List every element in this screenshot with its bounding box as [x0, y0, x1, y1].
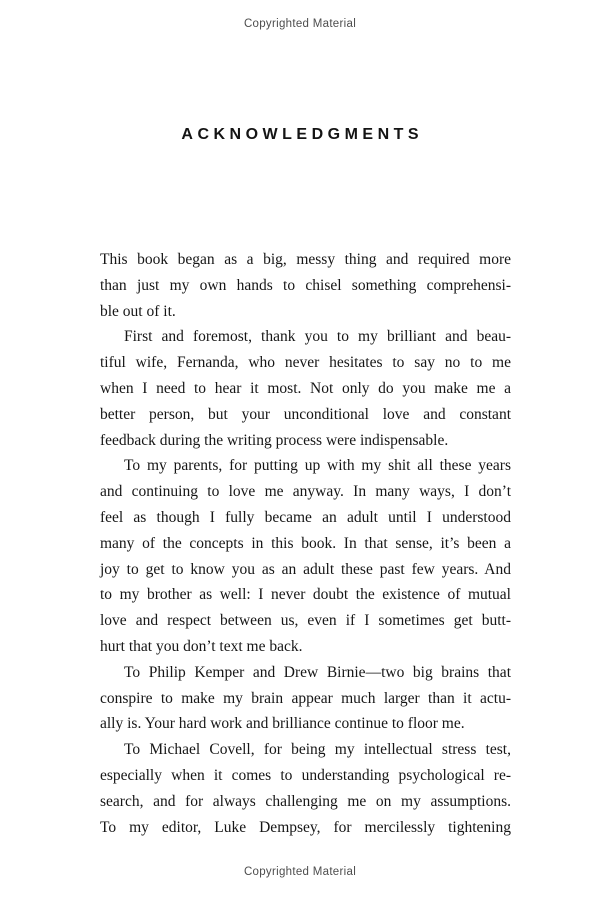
text-line: ble out of it.	[100, 302, 176, 320]
text-line: To my parents, for putting up with my shit all these years	[124, 457, 511, 475]
text-line: ally is. Your hard work and brilliance continue to floor me.	[100, 715, 465, 733]
text-line: This book began as a big, messy thing and required more	[100, 251, 511, 268]
text-line: to my brother as well: I never doubt the existence of mutual	[100, 586, 511, 604]
text-line: First and foremost, thank you to my brilliant and beau-	[124, 328, 511, 346]
text-line: tiful wife, Fernanda, who never hesitates to say no to me	[100, 354, 511, 372]
chapter-heading: ACKNOWLEDGMENTS	[181, 126, 424, 143]
text-line: To Philip Kemper and Drew Birnie—two big brains that	[124, 663, 511, 681]
text-line: hurt that you don’t text me back.	[100, 637, 303, 655]
text-line: search, and for always challenging me on my assumptions.	[100, 792, 511, 810]
text-line: when I need to hear it most. Not only do you make me a	[100, 379, 511, 397]
text-line: and continuing to love me anyway. In many ways, I don’t	[100, 483, 511, 501]
copyright-notice-top: Copyrighted Material	[243, 18, 357, 30]
copyright-notice-bottom: Copyrighted Material	[243, 866, 357, 878]
text-line: conspire to make my brain appear much larger than it actu-	[100, 689, 511, 707]
text-line: many of the concepts in this book. In that sense, it’s been a	[100, 534, 511, 552]
text-line: To my editor, Luke Dempsey, for mercilessly tightening	[100, 818, 511, 836]
text-line: especially when it comes to understanding psychological re-	[100, 766, 511, 784]
body-text	[100, 247, 511, 840]
text-line: than just my own hands to chisel something comprehensi-	[100, 276, 511, 294]
text-line: feel as though I fully became an adult until I understood	[100, 508, 511, 526]
text-line: love and respect between us, even if I sometimes get butt-	[100, 612, 511, 630]
text-line: To Michael Covell, for being my intellectual stress test,	[124, 741, 511, 759]
text-line: feedback during the writing process were indispensable.	[100, 431, 449, 449]
text-line: better person, but your unconditional love and constant	[100, 405, 511, 423]
text-line: joy to get to know you as an adult these past few years. And	[100, 560, 511, 578]
